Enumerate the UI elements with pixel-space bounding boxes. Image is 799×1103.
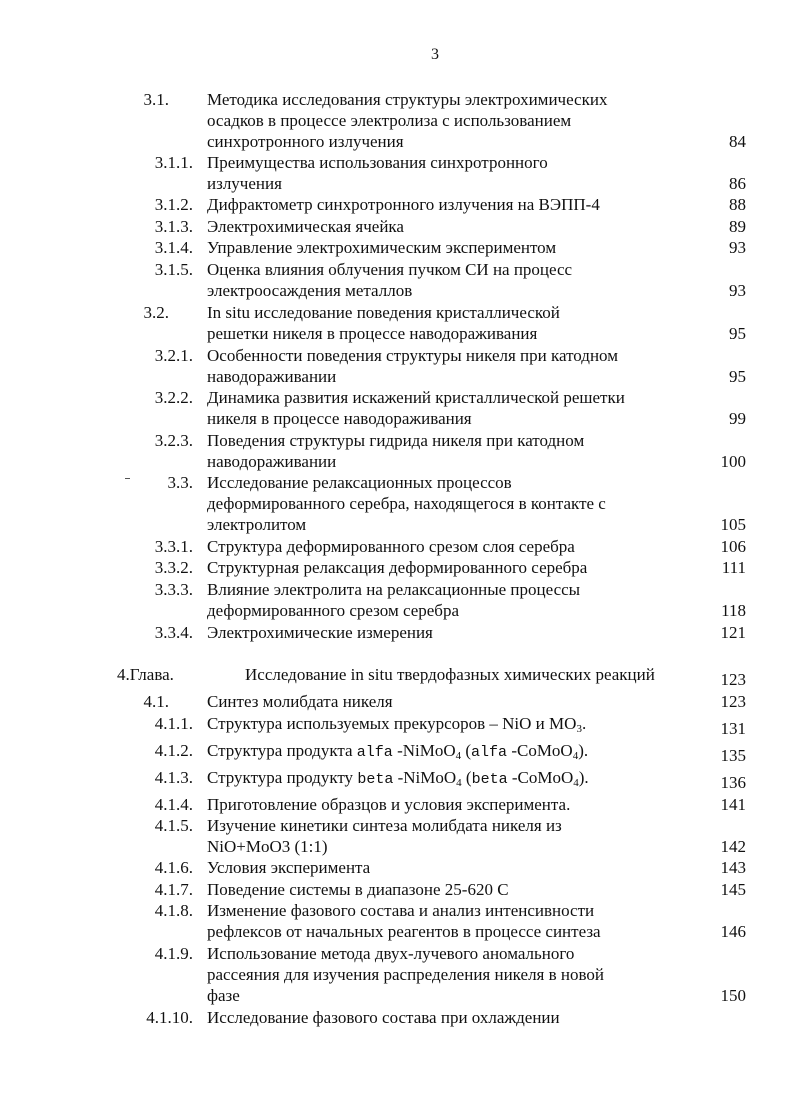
toc-entry-title: Исследование релаксационных процессов деформированного серебра, находящегося в контакте с электролитом bbox=[207, 473, 606, 534]
toc-entry-page: 143 bbox=[720, 858, 746, 877]
toc-entry-page: 95 bbox=[729, 367, 746, 386]
toc-entry-page: 142 bbox=[720, 837, 746, 856]
toc-entry-title: Поведение системы в диапазоне 25-620 С bbox=[207, 880, 509, 899]
toc-entry-number: 3.1.2. bbox=[154, 195, 193, 214]
toc-entry-number: 3.1.4. bbox=[154, 238, 193, 257]
toc-entry-title: Влияние электролита на релаксационные процессы деформированного срезом серебра bbox=[207, 580, 581, 620]
toc-entry-title: Приготовление образцов и условия эксперимента. bbox=[207, 795, 571, 814]
toc-entry-number: 4.1.8. bbox=[154, 901, 193, 920]
toc-entry-number: 4.1.6. bbox=[154, 858, 193, 877]
toc-entry-page: 111 bbox=[721, 558, 746, 577]
toc-entry-title: Дифрактометр синхротронного излучения на ВЭПП-4 bbox=[207, 195, 600, 214]
toc-entry-number: 4.1. bbox=[143, 692, 169, 711]
toc-entry-page: 105 bbox=[720, 515, 746, 534]
toc-entry-page: 86 bbox=[729, 174, 746, 193]
toc-entry-title: Использование метода двух-лучевого аномального рассеяния для изучения распределения никеля в новой фазе bbox=[207, 944, 605, 1005]
toc-entry-page: 84 bbox=[729, 132, 746, 151]
toc-entry-number: 4.1.7. bbox=[154, 880, 193, 899]
toc-entry-title: Структура используемых прекурсоров – NiO и $MO_3$. bbox=[207, 714, 587, 735]
toc-entry-number: 3.3.1. bbox=[154, 537, 193, 556]
page-number: 3 bbox=[431, 46, 439, 63]
toc-entry-title: Синтез молибдата никеля bbox=[207, 692, 393, 711]
toc-entry-number: 4.1.9. bbox=[154, 944, 193, 963]
toc-entry-title: Структурная релаксация деформированного серебра bbox=[207, 558, 588, 577]
toc-entry-page: 121 bbox=[720, 623, 746, 642]
toc-entry-number: 4.1.10. bbox=[146, 1008, 193, 1027]
toc-entry-number: 3.1.1. bbox=[154, 153, 193, 172]
toc-entry-title: Структура продукта alfa -NiMoO$_4$ (alfa -CoMoO$_4$). bbox=[207, 741, 589, 762]
toc-entry-number: 4.1.5. bbox=[154, 816, 193, 835]
toc-entry-page: 93 bbox=[729, 281, 746, 300]
toc-entry-number: 3.1. bbox=[143, 90, 169, 109]
toc-entry-title: Исследование фазового состава при охлаждении bbox=[207, 1008, 560, 1027]
toc-entry-page: 99 bbox=[729, 409, 746, 428]
chapter-label: 4.Глава. bbox=[117, 665, 174, 684]
toc-entry-title: Оценка влияния облучения пучком СИ на процесс электроосаждения металлов bbox=[207, 260, 573, 300]
toc-entry-page: 145 bbox=[720, 880, 746, 899]
toc-entry-title: Преимущества использования синхротронного излучения bbox=[207, 153, 548, 193]
toc-entry-number: 3.3. bbox=[167, 473, 193, 492]
toc-entry-number: 3.2.1. bbox=[154, 346, 193, 365]
toc-entry-title: Изучение кинетики синтеза молибдата никеля из NiO+MoO3 (1:1) bbox=[207, 816, 562, 856]
toc-entry-number: 4.1.2. bbox=[154, 741, 193, 760]
toc-entry-page: 150 bbox=[720, 986, 746, 1005]
toc-entry-page: 141 bbox=[720, 795, 746, 814]
toc-entry-page: 146 bbox=[720, 922, 746, 941]
toc-entry-title: Управление электрохимическим экспериментом bbox=[207, 238, 557, 257]
toc-entry-page: 106 bbox=[720, 537, 746, 556]
toc-entry-number: 3.1.5. bbox=[154, 260, 193, 279]
toc-entry-title: Условия эксперимента bbox=[207, 858, 371, 877]
toc-entry-title: In situ исследование поведения кристаллической решетки никеля в процессе наводораживания bbox=[207, 303, 560, 343]
toc-entry-page: 95 bbox=[729, 324, 746, 343]
toc-entry-title: Структура деформированного срезом слоя серебра bbox=[207, 537, 575, 556]
toc-entry-number: 4.1.3. bbox=[154, 768, 193, 787]
toc-entry-number: 4.1.1. bbox=[154, 714, 193, 733]
toc-entry-title: Динамика развития искажений кристаллической решетки никеля в процессе наводораживания bbox=[207, 388, 625, 428]
toc-entry-number: 3.3.2. bbox=[154, 558, 193, 577]
toc-entry-number: 3.1.3. bbox=[154, 217, 193, 236]
toc-entry-number: 3.2.2. bbox=[154, 388, 193, 407]
toc-entry-page: 93 bbox=[729, 238, 746, 257]
toc-entry-title: Электрохимические измерения bbox=[207, 623, 433, 642]
toc-entry-number: 4.1.4. bbox=[154, 795, 193, 814]
toc-entry-title: Методика исследования структуры электрохимических осадков в процессе электролиза с использованием синхротронного излучения bbox=[207, 90, 608, 151]
toc-entry-number: 3.3.3. bbox=[154, 580, 193, 599]
toc-entry-number: 3.2. bbox=[143, 303, 169, 322]
toc-entry-number: 3.2.3. bbox=[154, 431, 193, 450]
toc-entry-title: Структура продукту beta -NiMoO$_4$ (beta -CoMoO$_4$). bbox=[207, 768, 589, 789]
toc-entry-page: 89 bbox=[729, 217, 746, 236]
toc-entry-title: Особенности поведения структуры никеля при катодном наводораживании bbox=[207, 346, 618, 386]
chapter-title: Исследование in situ твердофазных химических реакций bbox=[245, 665, 655, 684]
toc-entry-page: 118 bbox=[721, 601, 746, 620]
toc-entry-title: Изменение фазового состава и анализ интенсивности рефлексов от начальных реагентов в процессе синтеза bbox=[207, 901, 601, 941]
toc-entry-page: 136 bbox=[720, 773, 746, 792]
toc-entry-page: 123 bbox=[720, 670, 746, 689]
toc-entry-page: 100 bbox=[720, 452, 746, 471]
toc-entry-page: 135 bbox=[720, 746, 746, 765]
toc-entry-page: 131 bbox=[720, 719, 746, 738]
toc-entry-page: 88 bbox=[729, 195, 746, 214]
toc-entry-title: Электрохимическая ячейка bbox=[207, 217, 404, 236]
toc-entry-page: 123 bbox=[720, 692, 746, 711]
toc-entry-title: Поведения структуры гидрида никеля при катодном наводораживании bbox=[207, 431, 585, 471]
toc-entry-number: 3.3.4. bbox=[154, 623, 193, 642]
